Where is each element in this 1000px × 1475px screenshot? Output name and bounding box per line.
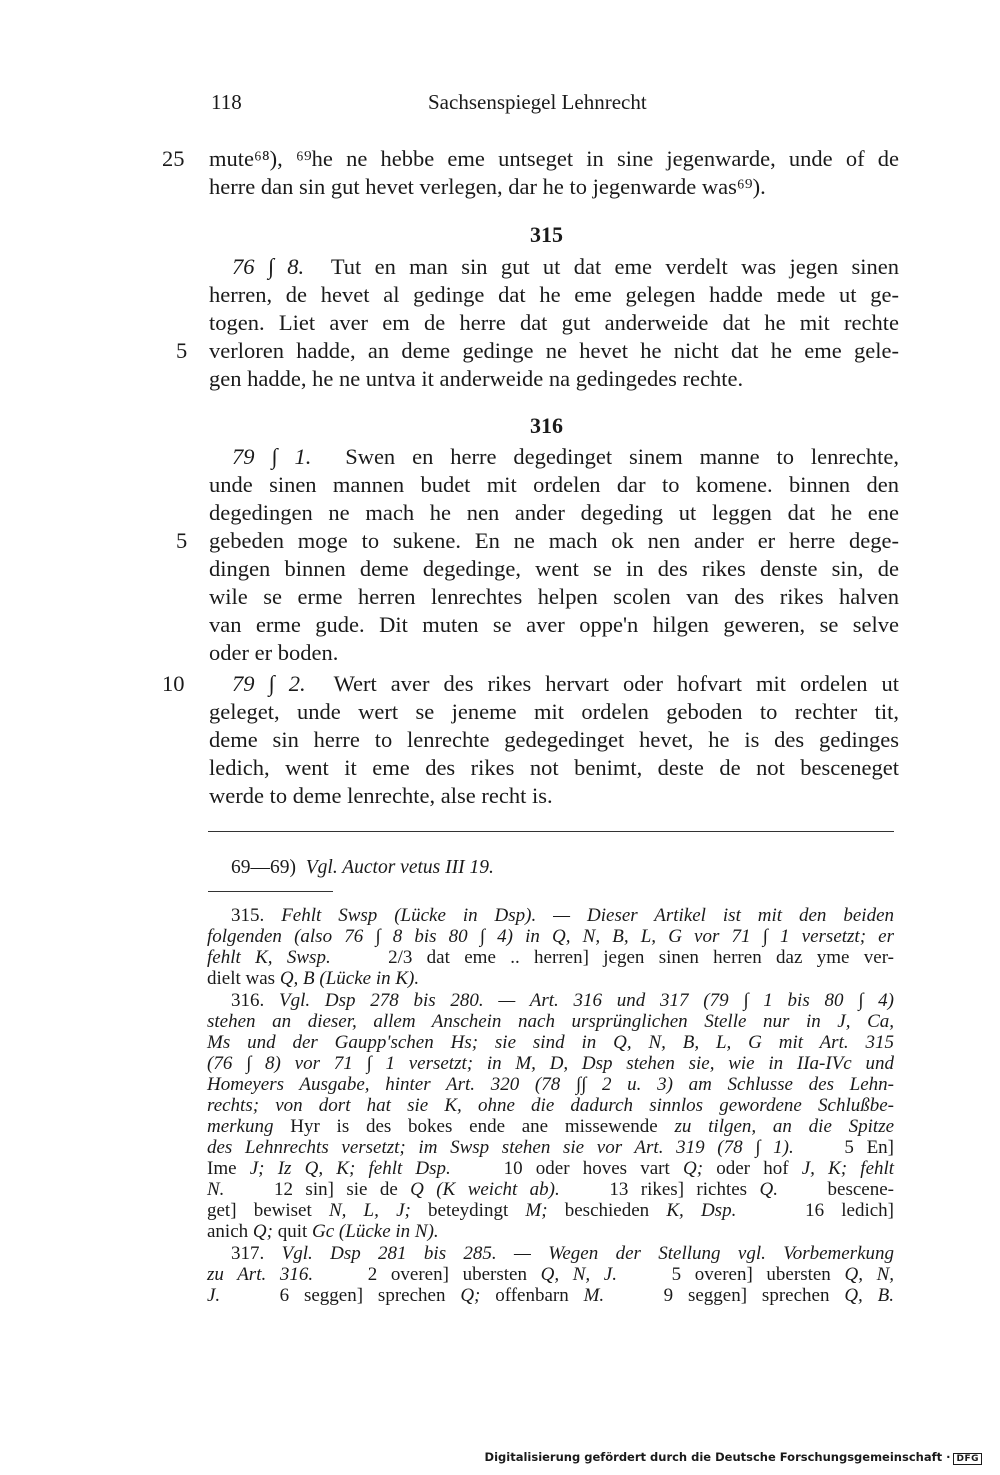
note-text: 12 sin] sie de	[274, 1179, 398, 1200]
apparatus-line: Homeyers Ausgabe, hinter Art. 320 (78 ∫∫ 2 u. 3) am Schlusse des Lehn-	[207, 1074, 894, 1095]
text-span: Wert aver des rikes hervart oder hofvart mit ordelen ut	[333, 671, 899, 696]
text-line: degedingen ne mach he nen ander degeding ut leggen dat he ene	[209, 500, 899, 525]
digitization-credit	[485, 1450, 982, 1465]
note-text: bescene-	[827, 1179, 895, 1200]
note-text: N, L, J;	[328, 1200, 411, 1221]
running-title: Sachsenspiegel Lehnrecht	[428, 90, 647, 114]
apparatus-line	[207, 1158, 894, 1179]
text-line: herren, de hevet al gedinge dat he eme gelegen hadde mede ut ge-	[209, 282, 899, 307]
apparatus-line	[207, 1285, 894, 1306]
apparatus-line: folgenden (also 76 ∫ 8 bis 80 ∫ 4) in Q, N, B, L, G vor 71 ∫ 1 versetzt; er	[207, 926, 894, 947]
note-text: beteydingt	[428, 1200, 509, 1221]
apparatus-line: (76 ∫ 8) vor 71 ∫ 1 versetzt; in M, D, Dsp stehen sie, wie in IIa-IVc und	[207, 1053, 894, 1074]
text-span: Swen en herre degedinget sinem manne to lenrechte,	[345, 444, 899, 469]
apparatus-line: stehen an dieser, allem Anschein nach ursprünglichen Stelle nur in J, Ca,	[207, 1011, 894, 1032]
article-reference: 76 ∫ 8.	[232, 254, 305, 279]
note-text: fehlt K, Swsp.	[207, 947, 331, 968]
apparatus-line	[207, 1137, 894, 1158]
apparatus-line	[207, 1264, 894, 1285]
note-text: Ime	[207, 1158, 237, 1179]
text-line: verloren hadde, an deme gedinge ne hevet he nicht dat he eme gele-	[209, 338, 899, 363]
footnote-marker: 69—69)	[231, 857, 296, 878]
note-text: M;	[525, 1200, 548, 1221]
note-text: beschieden	[564, 1200, 650, 1221]
text-line: oder er boden.	[209, 640, 339, 665]
text-line: mute⁶⁸), ⁶⁹he ne hebbe eme untseget in sine jegenwarde, unde of de	[209, 146, 899, 171]
apparatus-line	[207, 1179, 894, 1200]
note-text: get] bewiset	[207, 1200, 312, 1221]
note-text: Q, N, J.	[540, 1264, 617, 1285]
note-text: 6 seggen] sprechen	[279, 1285, 446, 1306]
note-text: M.	[583, 1285, 605, 1306]
note-text: 2/3 dat eme .. herren] jegen sinen herren daz yme ver-	[388, 947, 895, 968]
apparatus-line	[231, 905, 894, 926]
apparatus-line	[231, 1243, 894, 1264]
note-text: Vgl. Dsp 278 bis 280. — Art. 316 und 317 (79 ∫ 1 bis 80 ∫ 4)	[279, 990, 894, 1011]
article-number: 315	[530, 222, 563, 247]
note-text: Q, B.	[844, 1285, 894, 1306]
text-line: gen hadde, he ne untva it anderweide na gedingedes rechte.	[209, 366, 744, 391]
text-line: wile se erme herren lenrechtes helpen scolen van des rikes halven	[209, 584, 899, 609]
note-text: Q;	[682, 1158, 704, 1179]
apparatus-line	[231, 990, 894, 1011]
note-text: Q;	[460, 1285, 481, 1306]
note-text: Vgl. Dsp 281 bis 285. — Wegen der Stellung vgl. Vorbemerkung	[281, 1243, 895, 1264]
note-text: Q, B (Lücke in K).	[279, 968, 420, 989]
note-text: 5 En]	[844, 1137, 895, 1158]
note-text: J; Iz	[249, 1158, 292, 1179]
dfg-logo: DFG	[953, 1453, 982, 1465]
text-span: Tut en man sin gut ut dat eme verdelt was jegen sinen	[330, 254, 899, 279]
line-number: 5	[176, 528, 188, 553]
note-text: Q, N,	[844, 1264, 895, 1285]
note-text: merkung	[207, 1116, 274, 1137]
credit-text: Digitalisierung gefördert durch die Deutsche Forschungsgemeinschaft ·	[484, 1450, 951, 1464]
note-text: J, K; fehlt	[801, 1158, 895, 1179]
note-text: K, Dsp.	[666, 1200, 737, 1221]
note-label: 317.	[231, 1243, 265, 1264]
apparatus-rule	[208, 891, 333, 892]
note-text: zu tilgen, an die Spitze	[674, 1116, 895, 1137]
text-line: togen. Liet aver em de herre dat gut anderweide dat he mit rechte	[209, 310, 899, 335]
note-text: 10 oder hoves vart	[503, 1158, 670, 1179]
note-text: Q (K weicht ab).	[410, 1179, 560, 1200]
footnote	[231, 857, 918, 878]
note-text: offenbarn	[495, 1285, 569, 1306]
text-line: van erme gude. Dit muten se aver oppe'n hilgen geweren, se selve	[209, 612, 899, 637]
note-text: 16 ledich]	[805, 1200, 895, 1221]
text-line: herre dan sin gut hevet verlegen, dar he to jegenwarde was⁶⁹).	[209, 174, 766, 199]
note-text: Gc (Lücke in N).	[312, 1221, 439, 1242]
article-number: 316	[530, 413, 563, 438]
note-text: Q;	[252, 1221, 273, 1242]
note-text: 2 overen] ubersten	[367, 1264, 527, 1285]
paragraph-first-line	[232, 670, 899, 698]
article-first-line	[232, 253, 899, 281]
note-text: quit	[277, 1221, 308, 1242]
line-number: 10	[162, 671, 185, 696]
article-first-line	[232, 443, 899, 471]
note-text: 9 seggen] sprechen	[663, 1285, 830, 1306]
text-line: ledich, went it eme des rikes not benimt, deste de not besceneget	[209, 755, 899, 780]
note-text: J.	[207, 1285, 221, 1306]
text-line: unde sinen mannen budet mit ordelen dar to komene. binnen den	[209, 472, 899, 497]
apparatus-line	[207, 968, 894, 989]
note-label: 316.	[231, 990, 265, 1011]
note-text: Fehlt Swsp (Lücke in Dsp). — Dieser Artikel ist mit den beiden	[281, 905, 895, 926]
apparatus-line: rechts; von dort hat sie K, ohne die dadurch sinnlos gewordene Schlußbe-	[207, 1095, 894, 1116]
note-text: zu Art. 316.	[207, 1264, 314, 1285]
page-number: 118	[211, 90, 242, 114]
note-label: 315.	[231, 905, 265, 926]
note-text: 5 overen] ubersten	[671, 1264, 831, 1285]
note-text: Q, K; fehlt Dsp.	[304, 1158, 451, 1179]
note-text: dielt was	[207, 968, 276, 989]
text-line: gebeden moge to sukene. En ne mach ok nen ander er herre dege-	[209, 528, 899, 553]
note-text: Hyr is des bokes ende ane missewende	[290, 1116, 658, 1137]
note-text: oder hof	[716, 1158, 789, 1179]
text-line: geleget, unde wert se jeneme mit ordelen geboden to rechter tit,	[209, 699, 899, 724]
footnote-text: Vgl. Auctor vetus III 19.	[305, 857, 494, 878]
apparatus-line	[207, 1200, 894, 1221]
note-text: N.	[207, 1179, 225, 1200]
text-line: dingen binnen deme degedinge, went se in des rikes denste sin, de	[209, 556, 899, 581]
apparatus-line	[207, 1221, 894, 1242]
note-text: anich	[207, 1221, 249, 1242]
note-text: Q.	[759, 1179, 778, 1200]
apparatus-line: Ms und der Gaupp'schen Hs; sie sind in Q, N, B, L, G mit Art. 315	[207, 1032, 894, 1053]
text-line: werde to deme lenrechte, alse recht is.	[209, 783, 553, 808]
article-reference: 79 ∫ 1.	[232, 444, 312, 469]
line-number: 25	[162, 146, 185, 171]
article-reference: 79 ∫ 2.	[232, 671, 306, 696]
note-text: 13 rikes] richtes	[609, 1179, 748, 1200]
apparatus-line	[207, 947, 894, 968]
text-line: deme sin herre to lenrechte gedegedinget hevet, he is des gedinges	[209, 727, 899, 752]
apparatus-line	[207, 1116, 894, 1137]
separator-rule	[208, 831, 894, 832]
line-number: 5	[176, 338, 188, 363]
note-text: des Lehnrechts versetzt; im Swsp stehen sie vor Art. 319 (78 ∫ 1).	[207, 1137, 794, 1158]
